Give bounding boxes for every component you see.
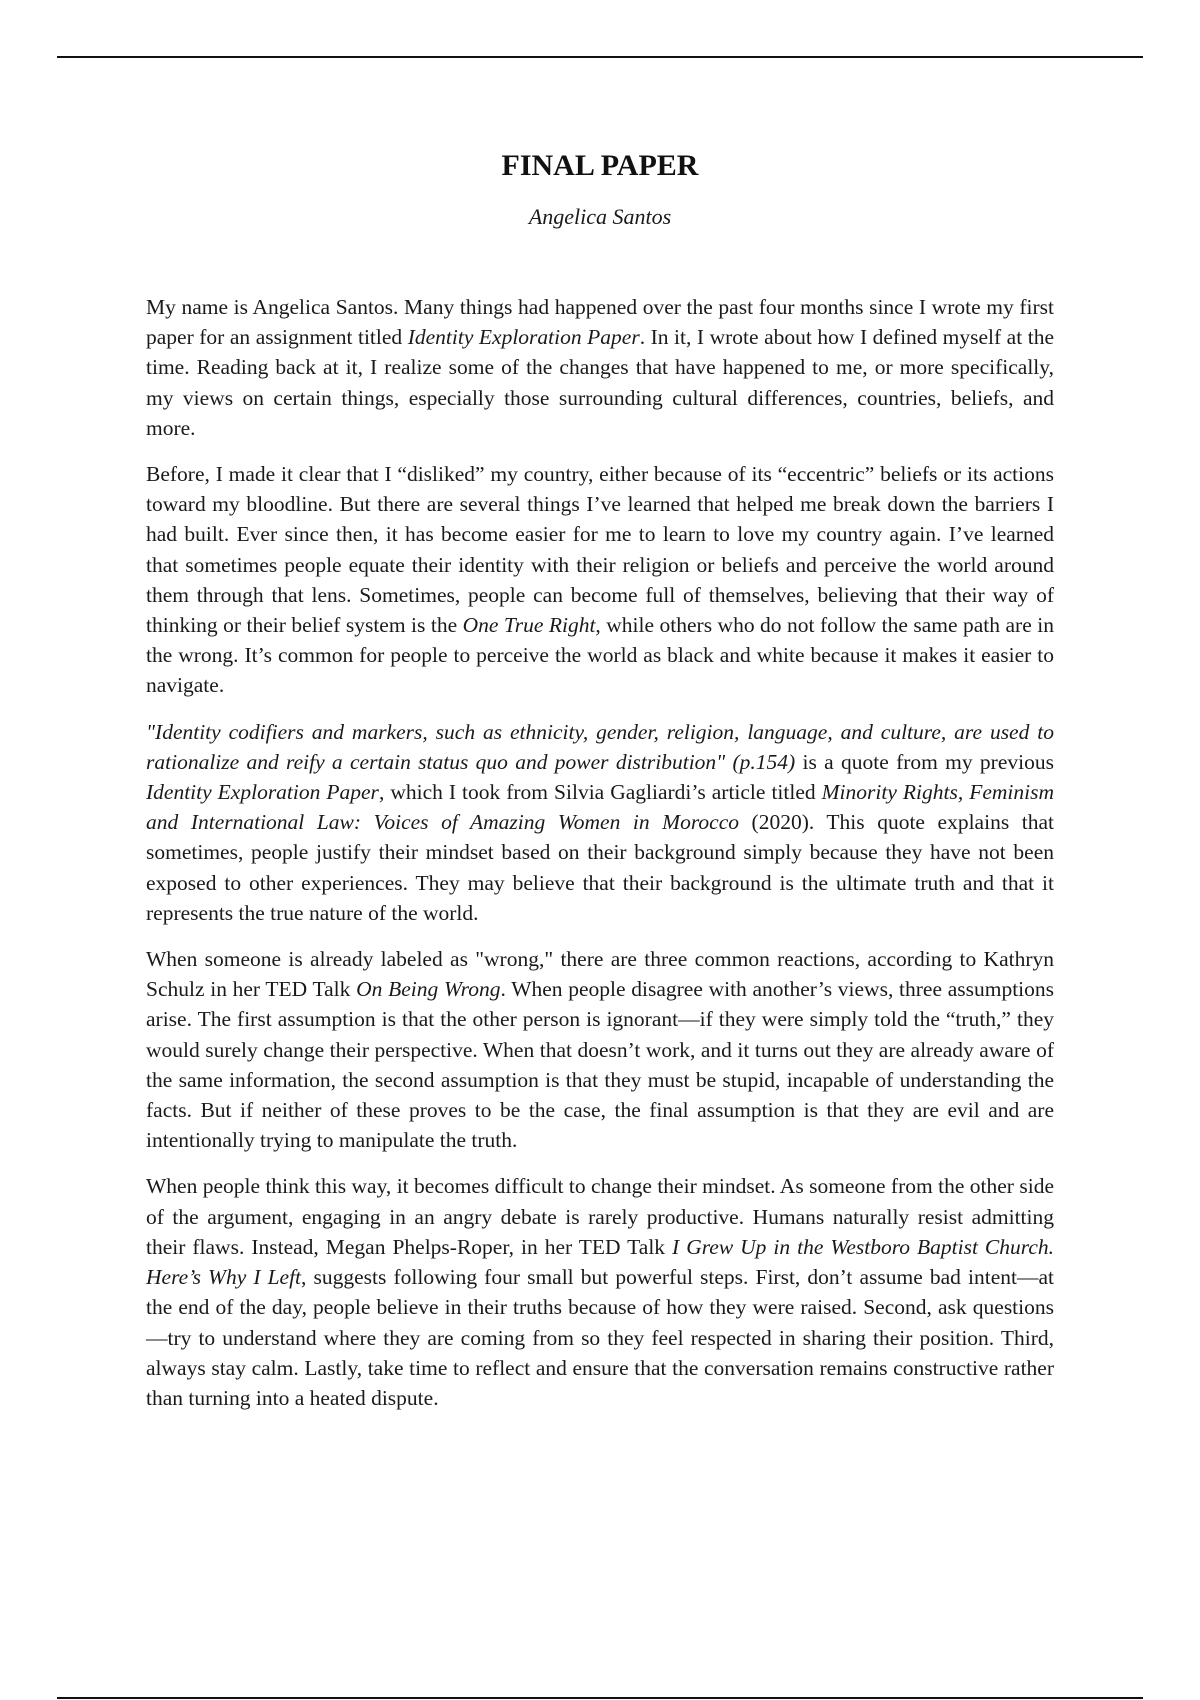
footer-rule [57,1697,1143,1699]
paragraph-4 [146,944,1054,1155]
header-rule [57,56,1143,58]
paper-body [146,292,1054,1429]
text-segment: When people think this way, it becomes difficult to change their mindset. As someone from the other side of the argument, engaging in an angry debate is rarely productive. Humans naturally resist admitting their flaws. Instead, Megan Phelps-Roper, in her TED Talk [146,1174,1054,1259]
text-segment: . When people disagree with another’s views, three assumptions arise. The first assumption is that the other person is ignorant—if they were simply told the “truth,” they would surely change their perspective. When that doesn’t work, and it turns out they are already aware of the same information, the second assumption is that they must be stupid, incapable of understanding the facts. But if neither of these proves to be the case, the final assumption is that they are evil and are intentionally trying to manipulate the truth. [146,977,1055,1153]
text-segment: My name is Angelica Santos. Many things had happened over the past four months since I wrote my first paper for an assignment titled [146,295,1054,350]
paper-title: FINAL PAPER [501,149,699,182]
text-segment: (2020). This quote explains that sometimes, people justify their mindset based on their background simply because they have not been exposed to other experiences. They may believe that their background is the ultimate truth and that it represents the true nature of the world. [146,810,1054,925]
text-segment: Before, I made it clear that I “disliked” my country, either because of its “eccentric” beliefs or its actions toward my bloodline. But there are several things I’ve learned that helped me break down the barriers I had built. Ever since then, it has become easier for me to learn to love my country again. I’ve learned that sometimes people equate their identity with their religion or beliefs and perceive the world around them through that lens. Sometimes, people can become full of themselves, believing that their way of thinking or their belief system is the [146,462,1054,638]
text-segment: When someone is already labeled as "wrong," there are three common reactions, according to Kathryn Schulz in her TED Talk [146,947,1054,1002]
italic-quote-segment: "Identity codifiers and markers, such as ethnicity, gender, religion, language, and culture, are used to rationalize and reify a certain status quo and power distribution" (p.154) [146,719,1054,774]
italic-title-segment: Identity Exploration Paper [146,780,379,805]
text-segment: , suggests following four small but powerful steps. First, don’t assume bad intent—at the end of the day, people believe in their truths because of how they were raised. Second, ask questions—try to understand where they are coming from so they feel respected in sharing their position. Third, always stay calm. Lastly, take time to reflect and ensure that the conversation remains constructive rather than turning into a heated dispute. [146,1265,1054,1410]
paragraph-5 [146,1171,1054,1413]
italic-title-segment: Minority Rights, Feminism and International Law: Voices of Amazing Women in Morocco [146,780,1054,835]
text-segment: is a quote from my previous [795,749,1054,774]
paragraph-1 [146,292,1054,443]
italic-title-segment: On Being Wrong [356,977,501,1002]
italic-title-segment: I Grew Up in the Westboro Baptist Church. Here’s Why I Left [146,1234,1054,1290]
author-name: Angelica Santos [528,204,672,229]
italic-emphasis-segment: One True Right [462,613,596,638]
paragraph-3 [146,717,1054,928]
italic-title-segment: Identity Exploration Paper [407,325,640,350]
text-segment: . In it, I wrote about how I defined myself at the time. Reading back at it, I realize some of the changes that have happened to me, or more specifically, my views on certain things, especially those surrounding cultural differences, countries, beliefs, and more. [146,325,1054,440]
paragraph-2 [146,459,1054,701]
text-segment: , while others who do not follow the same path are in the wrong. It’s common for people to perceive the world as black and white because it makes it easier to navigate. [146,613,1054,698]
text-segment: , which I took from Silvia Gagliardi’s article titled [378,780,822,805]
